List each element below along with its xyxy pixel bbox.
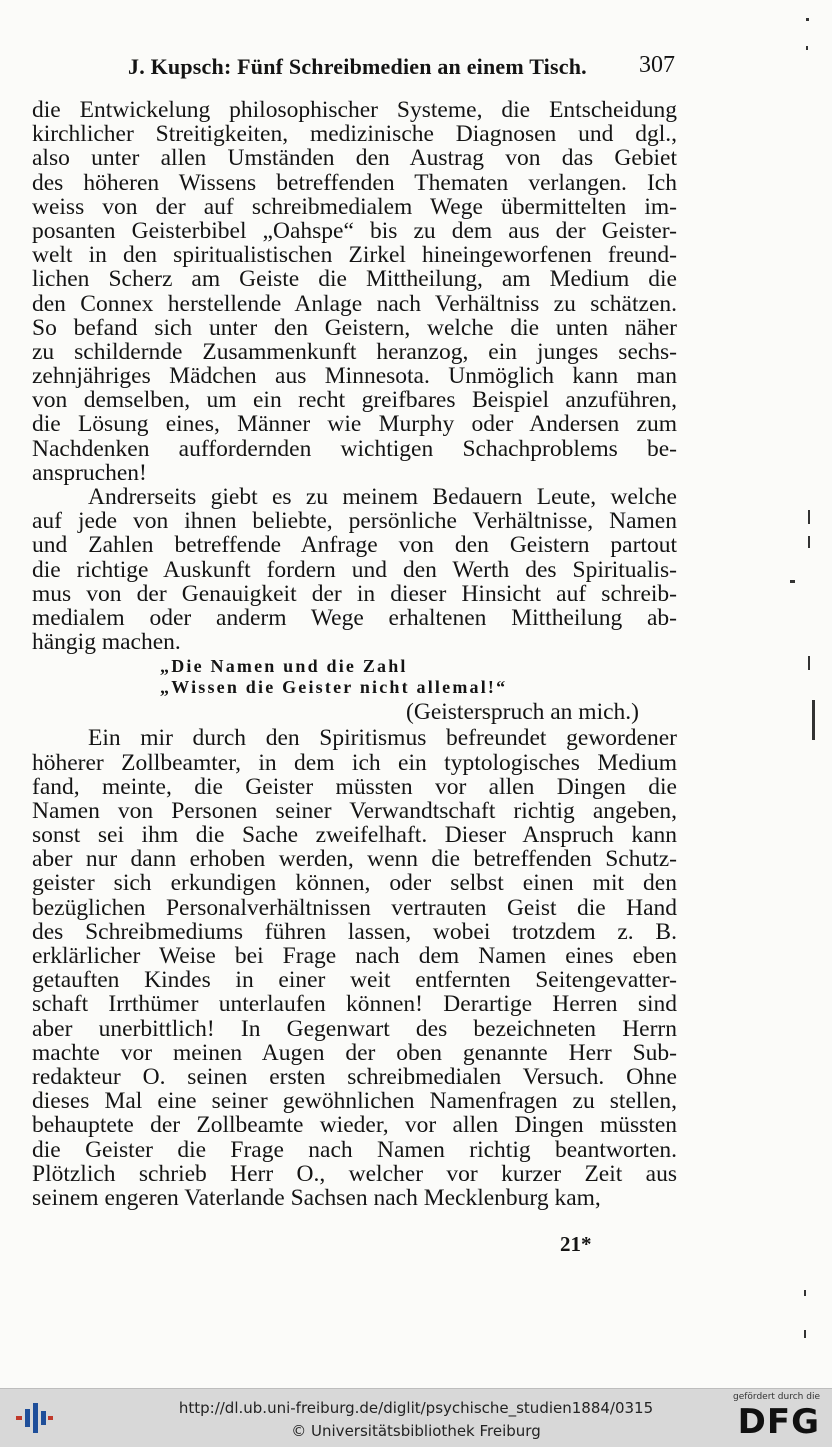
text-line: anspruchen! <box>32 459 147 486</box>
text-line: seinem engeren Vaterlande Sachsen nach Mecklenburg kam, <box>32 1184 601 1211</box>
text-line: die Lösung eines, Männer wie Murphy oder Andersen zum <box>32 411 677 438</box>
text-line: den Connex herstellende Anlage nach Verhältniss zu schätzen. <box>32 290 677 317</box>
text-line: welt in den spiritualistischen Zirkel hineingeworfenen freund- <box>32 242 677 269</box>
margin-mark <box>804 1290 806 1296</box>
text-line: redakteur O. seinen ersten schreibmedialen Versuch. Ohne <box>32 1063 677 1090</box>
text-line: dieses Mal eine seiner gewöhnlichen Namenfragen zu stellen, <box>32 1088 677 1115</box>
margin-mark <box>808 536 810 548</box>
margin-mark <box>804 1330 806 1338</box>
text-line: So befand sich unter den Geistern, welche die unten näher <box>32 314 677 341</box>
margin-mark <box>806 46 808 50</box>
body-text <box>32 98 677 1210</box>
verse-quote <box>32 656 677 726</box>
paragraph-1 <box>32 98 677 485</box>
margin-mark <box>806 18 809 21</box>
text-line: sonst sei ihm die Sache zweifelhaft. Dieser Anspruch kann <box>32 822 677 849</box>
text-line: getauften Kindes in einer weit entfernten Seitengevatter- <box>32 967 677 994</box>
text-line: höherer Zollbeamter, in dem ich ein typtologisches Medium <box>32 749 677 776</box>
text-line: aber nur dann erhoben werden, wenn die betreffenden Schutz- <box>32 846 677 873</box>
text-line: des Schreibmediums führen lassen, wobei trotzdem z. B. <box>32 918 677 945</box>
verse-line: „Wissen die Geister nicht allemal!“ <box>160 677 508 698</box>
verse-attribution: (Geisterspruch an mich.) <box>406 699 639 726</box>
viewer-footer <box>0 1388 832 1447</box>
text-line: zu schildernde Zusammenkunft heranzog, ein junges sechs- <box>32 338 677 365</box>
text-line: kirchlicher Streitigkeiten, medizinische Diagnosen und dgl., <box>32 121 677 148</box>
margin-mark <box>790 580 795 583</box>
text-line: schaft Irrthümer unterlaufen können! Derartige Herren sind <box>32 991 677 1018</box>
text-line: fand, meinte, die Geister müssten vor allen Dingen die <box>32 773 677 800</box>
text-line: Ein mir durch den Spiritismus befreundet gewordener <box>88 725 677 752</box>
running-title: J. Kupsch: Fünf Schreibmedien an einem Tisch. <box>128 54 587 79</box>
text-line: lichen Scherz am Geiste die Mittheilung, am Medium die <box>32 266 677 293</box>
text-line: Namen von Personen seiner Verwandtschaft richtig angeben, <box>32 797 677 824</box>
text-line: Andrerseits giebt es zu meinem Bedauern Leute, welche <box>88 484 677 510</box>
text-line: von demselben, um ein recht greifbares Beispiel anzuführen, <box>32 387 677 414</box>
permalink-url[interactable]: http://dl.ub.uni-freiburg.de/diglit/psychische_studien1884/0315 <box>178 1399 654 1417</box>
text-line: aber unerbittlich! In Gegenwart des bezeichneten Herrn <box>32 1015 677 1042</box>
margin-mark <box>808 510 810 524</box>
page-number: 307 <box>639 52 675 78</box>
dfg-logo: DFG <box>737 1402 820 1442</box>
text-line: des höheren Wissens betreffenden Thematen verlangen. Ich <box>32 169 677 196</box>
text-line: auf jede von ihnen beliebte, persönliche Verhältnisse, Namen <box>32 508 677 535</box>
verse-line: „Die Namen und die Zahl <box>160 656 408 677</box>
text-line: die richtige Auskunft fordern und den Werth des Spiritualis- <box>32 556 677 583</box>
copyright-notice: © Universitätsbibliothek Freiburg <box>291 1422 541 1440</box>
text-line: erklärlicher Weise bei Frage nach dem Namen eines eben <box>32 943 677 969</box>
page-header <box>120 54 675 84</box>
text-line: medialem oder anderm Wege erhaltenen Mittheilung ab- <box>32 604 677 631</box>
text-line: die Entwickelung philosophischer Systeme, die Entscheidung <box>32 97 677 123</box>
funding-note: gefördert durch die <box>733 1392 820 1402</box>
text-line: die Geister die Frage nach Namen richtig beantworten. <box>32 1136 677 1163</box>
margin-mark <box>808 656 810 670</box>
text-line: hängig machen. <box>32 629 181 656</box>
text-line: mus von der Genauigkeit der in dieser Hinsicht auf schreib- <box>32 580 677 607</box>
text-line: posanten Geisterbibel „Oahspe“ bis zu dem aus der Geister- <box>32 217 677 244</box>
text-line: also unter allen Umständen den Austrag von das Gebiet <box>32 145 677 172</box>
signature-mark: 21* <box>560 1232 592 1256</box>
text-line: zehnjähriges Mädchen aus Minnesota. Unmöglich kann man <box>32 363 677 390</box>
text-line: und Zahlen betreffende Anfrage von den Geistern partout <box>32 532 677 559</box>
text-line: machte vor meinen Augen der oben genannte Herr Sub- <box>32 1039 677 1066</box>
text-line: Plötzlich schrieb Herr O., welcher vor kurzer Zeit aus <box>32 1160 677 1187</box>
text-line: bezüglichen Personalverhältnissen vertrauten Geist die Hand <box>32 894 677 921</box>
text-line: Nachdenken auffordernden wichtigen Schachproblems be- <box>32 435 677 462</box>
text-line: behauptete der Zollbeamte wieder, vor allen Dingen müssten <box>32 1112 677 1139</box>
paragraph-3 <box>32 726 677 1210</box>
margin-mark <box>812 700 815 740</box>
text-line: weiss von der auf schreibmedialem Wege übermittelten im- <box>32 193 677 220</box>
paragraph-2 <box>32 485 677 654</box>
text-line: geister sich erkundigen können, oder selbst einen mit den <box>32 870 677 897</box>
